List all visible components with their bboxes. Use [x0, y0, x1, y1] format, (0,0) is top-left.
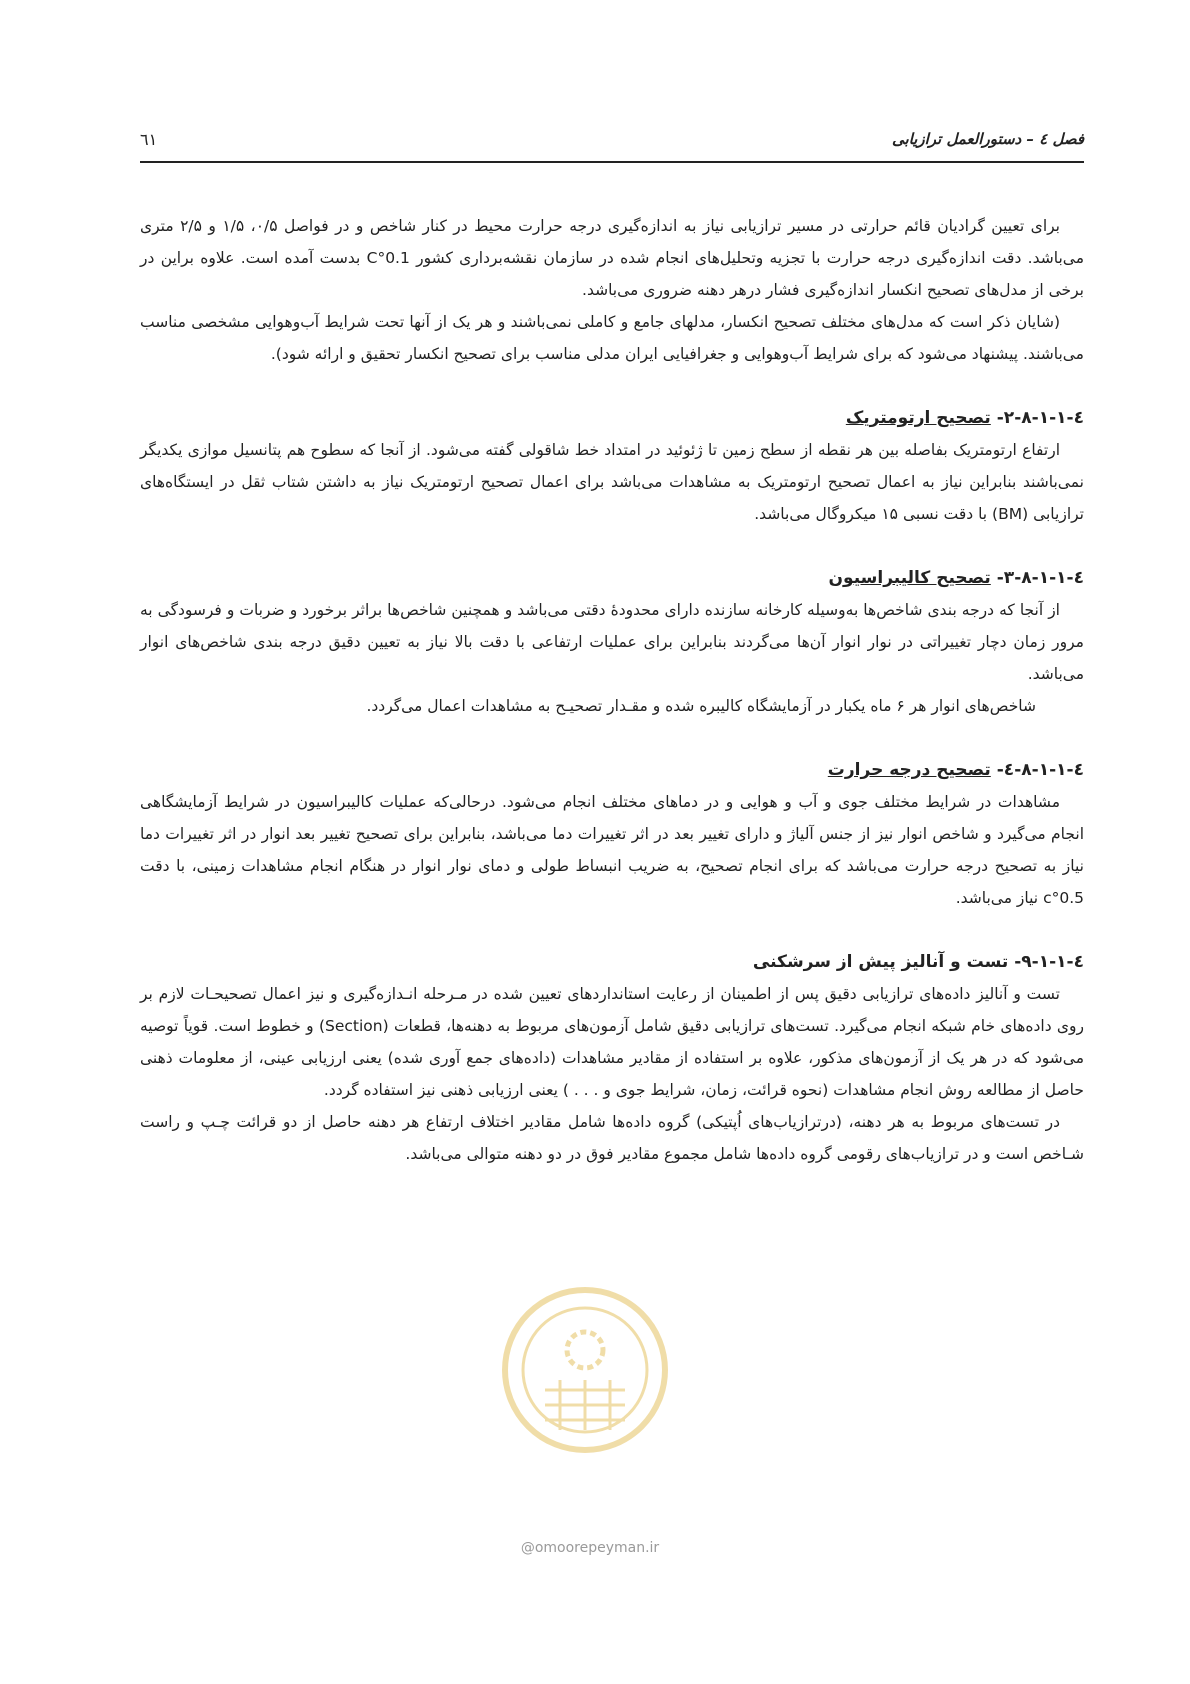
page-number: ٦١ — [140, 130, 158, 149]
section-heading — [140, 946, 1084, 978]
paragraph: ارتفاع ارتومتریک بفاصله بین هر نقطه از سطح زمین تا ژئوئید در امتداد خط شاقولی گفته می‌شود. از آنجا که سطوح هم پتانسیل موازی یکدیگر نمی‌باشند بنابراین نیاز به اعمال تصحیح ارتومتریک به مشاهدات می‌باشد برای اعمال تصحیح ارتومتریک نیاز به داشتن شتاب ثقل در ایستگاه‌های ترازیابی (BM) با دقت نسبی ۱۵ میکروگال می‌باشد. — [140, 441, 1084, 523]
paragraph: تست و آنالیز داده‌های ترازیابی دقیق پس از اطمینان از رعایت استانداردهای تعیین شده در مـرحله انـدازه‌گیری و نیز اعمال تصحیحـات لازم بر روی داده‌های خام شبکه انجام می‌گیرد. تست‌های ترازیابی دقیق شامل آزمون‌های مربوط به دهنه‌ها، قطعات (Section) و خطوط است. قویاً توصیه می‌شود که در هر یک از آزمون‌های مذکور، علاوه بر استفاده از مقادیر مشاهدات (داده‌های جمع آوری شده) یعنی ارزیابی عینی، از معلومات ذهنی حاصل از مطالعه روش انجام مشاهدات (نحوه قرائت، زمان، شرایط جوی و . . . ) یعنی ارزیابی ذهنی نیز استفاده گردد. — [140, 985, 1084, 1099]
section-number: ٤-١-١-٨-٢- — [996, 408, 1084, 428]
section-title: تصحیح کالیبراسیون — [828, 568, 991, 588]
paragraph: از آنجا که درجه بندی شاخص‌ها به‌وسیله کارخانه سازنده دارای محدودهٔ دقتی می‌باشد و همچنین شاخص‌ها براثر برخورد و ضربات و فرسودگی به مرور زمان دچار تغییراتی در نوار انوار آن‌ها می‌گردند بنابراین برای عملیات ارتفاعی با دقت بالا نیاز به تعیین دقیق درجه بندی شاخص‌های انوار می‌باشد. — [140, 601, 1084, 683]
section-number: ٤-١-١-٩- — [1014, 952, 1084, 972]
watermark-logo-icon — [495, 1280, 675, 1460]
paragraph: (شایان ذکر است که مدل‌های مختلف تصحیح انکسار، مدلهای جامع و کاملی نمی‌باشند و هر یک از آنها تحت شرایط آب‌وهوایی مشخصی مناسب می‌باشند. پیشنهاد می‌شود که برای شرایط آب‌وهوایی و جغرافیایی ایران مدلی مناسب برای تصحیح انکسار تحقیق و ارائه شود). — [140, 313, 1084, 363]
section-number: ٤-١-١-٨-٣- — [996, 568, 1084, 588]
paragraph: مشاهدات در شرایط مختلف جوی و آب و هوایی و در دماهای مختلف انجام می‌شود. درحالی‌که عملیات کالیبراسیون در شرایط آزمایشگاهی انجام می‌گیرد و شاخص انوار نیز از جنس آلیاژ و دارای تغییر بعد در اثر تغییرات دما می‌باشد، بنابراین برای تصحیح تغییر بعد انوار در اثر تغییرات دما نیاز به تصحیح درجه حرارت می‌باشد که برای انجام تصحیح، به ضریب انبساط طولی و دمای نوار انوار در هنگام انجام مشاهدات زمینی، با دقت 0.5°c نیاز می‌باشد. — [140, 793, 1084, 907]
paragraph: برای تعیین گرادیان قائم حرارتی در مسیر ترازیابی نیاز به اندازه‌گیری درجه حرارت محیط در کنار شاخص و در فواصل ۰/۵، ۱/۵ و ۲/۵ متری می‌باشد. دقت اندازه‌گیری درجه حرارت با تجزیه وتحلیل‌های انجام شده در سازمان نقشه‌برداری کشور 0.1°C بدست آمده است. علاوه براین در برخی از مدل‌های تصحیح انکسار اندازه‌گیری فشار درهر دهنه ضروری می‌باشد. — [140, 217, 1084, 299]
paragraph: در تست‌های مربوط به هر دهنه، (درترازیاب‌های اُپتیکی) گروه داده‌ها شامل مقادیر اختلاف ارتفاع هر دهنه حاصل از دو قرائت چـپ و راست شـاخص است و در ترازیاب‌های رقومی گروه داده‌ها شامل مجموع مقادیر فوق در دو دهنه متوالی می‌باشد. — [140, 1113, 1084, 1163]
chapter-title: فصل ٤ – دستورالعمل ترازیابی — [891, 130, 1084, 148]
header-divider — [140, 161, 1084, 163]
section-title: تست و آنالیز پیش از سرشکنی — [752, 952, 1009, 972]
page-body — [140, 210, 1084, 1170]
section-heading — [140, 562, 1084, 594]
watermark-site: @omoorepeyman.ir — [520, 1540, 660, 1556]
section-heading — [140, 754, 1084, 786]
section-title: تصحیح درجه حرارت — [827, 760, 991, 780]
section-title: تصحیح ارتومتریک — [845, 408, 991, 428]
page-header — [140, 130, 1084, 160]
section-number: ٤-١-١-٨-٤- — [996, 760, 1084, 780]
paragraph: شاخص‌های انوار هر ۶ ماه یکبار در آزمایشگاه کالیبره شده و مقـدار تصحیـح به مشاهدات اعمال می‌گردد. — [366, 697, 1036, 715]
section-heading — [140, 402, 1084, 434]
